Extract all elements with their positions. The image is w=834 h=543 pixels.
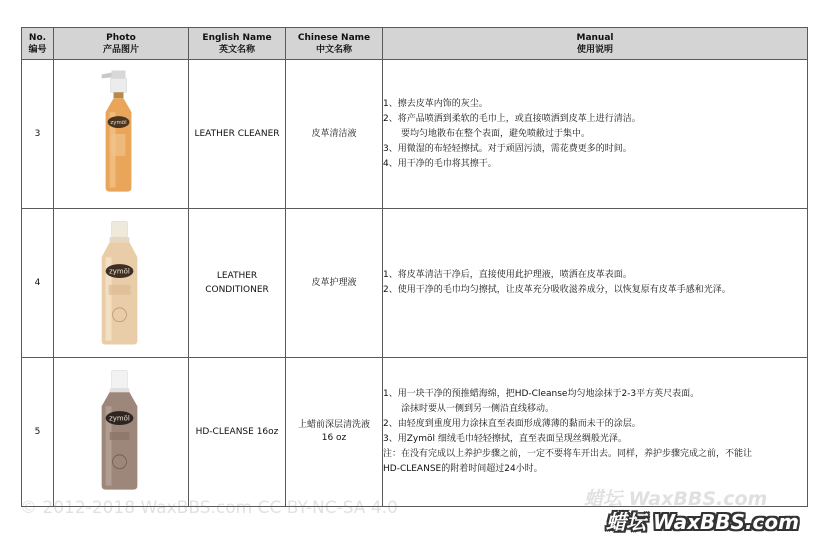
product-table	[21, 27, 808, 507]
chinese-name-line: 16 oz	[321, 433, 347, 443]
bottle-label: zymöl	[109, 414, 130, 423]
header-no	[22, 28, 54, 60]
english-name	[189, 358, 286, 507]
header-english-name	[189, 28, 286, 60]
table-row	[22, 60, 808, 209]
copyright-watermark: © 2012-2018 WaxBBS.com CC BY-NC-SA 4.0	[20, 498, 398, 518]
chinese-name-line: 皮革护理液	[311, 277, 357, 288]
header-english-zh: 英文名称	[218, 44, 255, 55]
product-photo	[54, 358, 189, 507]
header-english-en: English Name	[202, 32, 272, 43]
header-chinese-en: Chinese Name	[297, 32, 371, 43]
manual-step: 涂抹时要从一侧到另一侧沿直线移动。	[401, 404, 555, 414]
manual-cell	[383, 60, 808, 209]
manual-step: HD-CLEANSE的附着时间超过24小时。	[383, 464, 543, 474]
english-name-line: LEATHER CLEANER	[194, 129, 280, 139]
manual-step: 2、使用干净的毛巾均匀擦拭，让皮革充分吸收滋养成分，以恢复原有皮革手感和光泽。	[383, 285, 731, 295]
manual-step: 3、用Zymöl 细绒毛巾轻轻擦拭，直至表面呈现丝绸般光泽。	[383, 434, 627, 444]
spray-bottle-image	[54, 60, 188, 208]
manual-step: 注：在没有完成以上养护步骤之前，一定不要将车开出去。同样，养护步骤完成之前，不能让	[383, 449, 753, 459]
manual-step: 1、擦去皮革内饰的灰尘。	[383, 98, 488, 109]
product-photo	[54, 209, 189, 358]
manual-cell	[383, 209, 808, 358]
header-manual-en: Manual	[576, 32, 614, 43]
chinese-name-line: 上蜡前深层清洗液	[297, 420, 370, 430]
header-photo-en: Photo	[106, 32, 136, 43]
manual-step: 1、将皮革清洁干净后，直接使用此护理液，喷洒在皮革表面。	[383, 270, 632, 280]
product-photo	[54, 60, 189, 209]
header-chinese-name	[286, 28, 383, 60]
chinese-name	[286, 60, 383, 209]
chinese-name	[286, 209, 383, 358]
hd-cleanse-bottle-image	[54, 358, 188, 506]
header-row	[22, 28, 808, 60]
header-no-en: No.	[28, 32, 47, 43]
header-manual-zh: 使用说明	[576, 44, 613, 55]
english-name-line: CONDITIONER	[205, 285, 269, 295]
manual-step: 1、用一块干净的预推蜡海绵，把HD-Cleanse均匀地涂抹于2-3平方英尺表面。	[383, 389, 700, 399]
manual-step: 要均匀地散布在整个表面，避免喷敝过于集中。	[401, 128, 591, 139]
table-row	[22, 209, 808, 358]
header-no-zh: 编号	[28, 44, 47, 55]
site-watermark: 蜡坛 WaxBBS.com	[584, 488, 768, 510]
bottle-label: zymöl	[110, 120, 127, 127]
header-chinese-zh: 中文名称	[315, 44, 352, 55]
manual-step: 3、用微湿的布轻轻擦拭。对于顽固污渍，需花费更多的时间。	[383, 143, 632, 154]
conditioner-bottle-image	[54, 209, 188, 357]
row-number: 4	[22, 209, 54, 358]
english-name-line: LEATHER	[216, 271, 258, 281]
manual-step: 4、用干净的毛巾将其擦干。	[383, 158, 497, 169]
row-number: 5	[22, 358, 54, 507]
row-number: 3	[22, 60, 54, 209]
manual-step: 2、将产品喷洒到柔软的毛巾上，或直接喷洒到皮革上进行清洁。	[383, 113, 641, 124]
chinese-name-line: 皮革清洁液	[311, 128, 357, 139]
bottle-label: zymöl	[109, 267, 130, 276]
header-manual	[383, 28, 808, 60]
header-photo-zh: 产品图片	[102, 44, 139, 55]
manual-step: 2、由轻度到重度用力涂抹直至表面形成薄薄的黏而未干的涂层。	[383, 419, 641, 429]
header-photo	[54, 28, 189, 60]
english-name	[189, 209, 286, 358]
chinese-name	[286, 358, 383, 507]
english-name	[189, 60, 286, 209]
english-name-line: HD-CLEANSE 16oz	[195, 427, 279, 437]
site-logo-watermark: 蜡坛 WaxBBS.com	[606, 510, 799, 534]
